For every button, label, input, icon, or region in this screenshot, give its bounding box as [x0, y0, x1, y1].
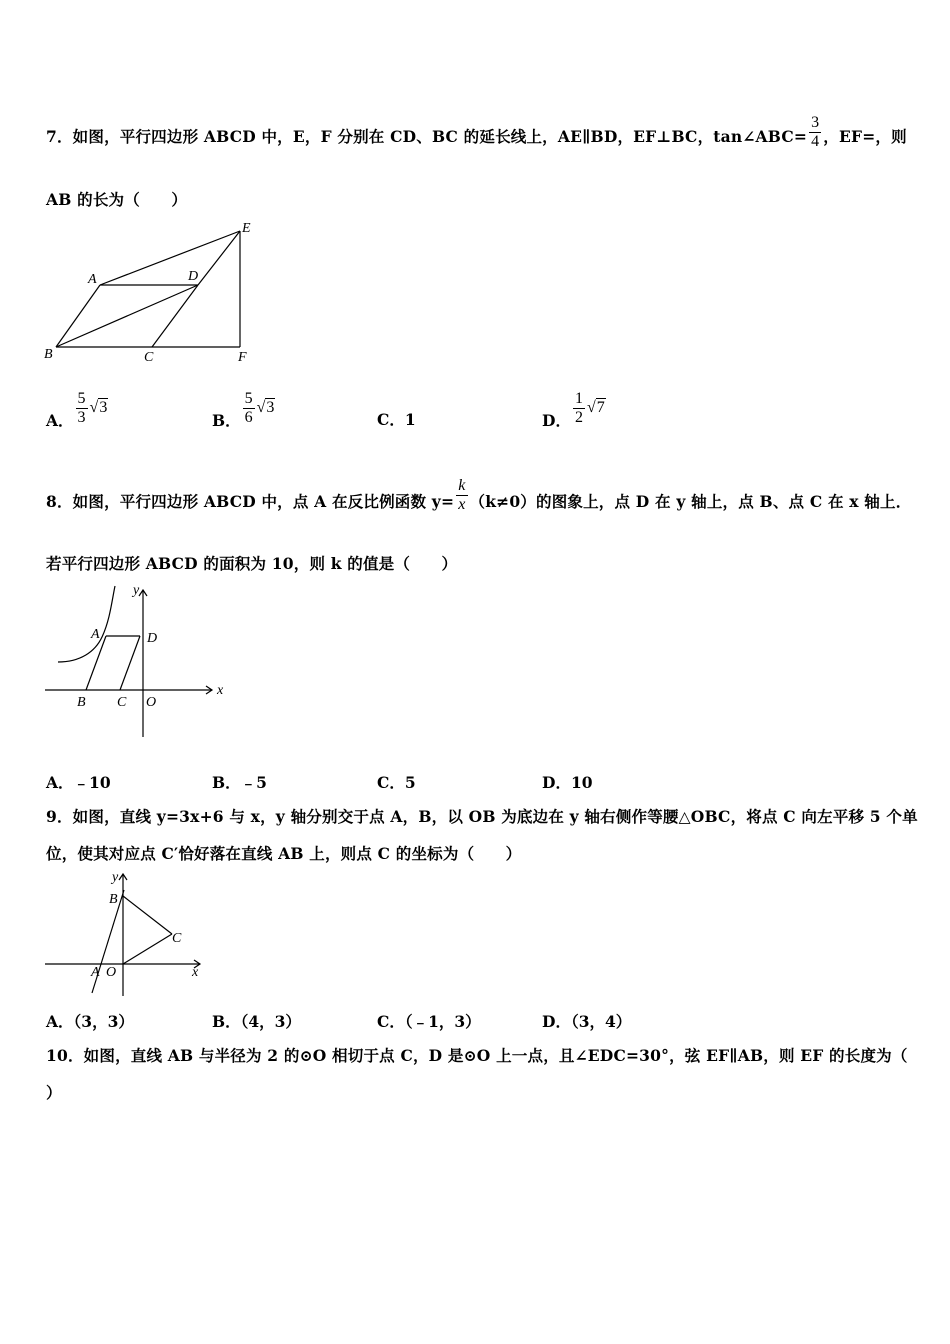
q9-label-c: C	[172, 931, 182, 946]
q7-stem-text: 7．如图，平行四边形 ABCD 中，E，F 分别在 CD、BC 的延长线上，AE∥BD，EF⊥BC，tan∠ABC=	[46, 127, 808, 147]
q8-label-b: B	[77, 695, 86, 710]
q9-label-a: A	[91, 965, 100, 980]
q7-tan-fraction	[809, 114, 821, 150]
q9-label-b: B	[109, 892, 118, 907]
q8-option-d-letter: D．	[542, 773, 571, 792]
q8-option-b[interactable]	[212, 771, 267, 793]
q7-option-d-num: 1	[574, 390, 583, 407]
q7-label-f: F	[238, 350, 247, 365]
q9-option-a[interactable]	[46, 1010, 134, 1032]
q8-option-b-value: ﹣5	[240, 773, 267, 792]
q8-option-c[interactable]	[377, 771, 416, 793]
q8-option-a[interactable]	[46, 771, 111, 793]
q8-label-o: O	[146, 695, 157, 710]
q7-option-b-den: 6	[244, 408, 253, 426]
q7-label-b: B	[44, 347, 53, 362]
q8-function-fraction	[456, 477, 467, 513]
q10-stem-line2: ）	[46, 1083, 62, 1102]
q7-tan-numerator: 3	[811, 114, 820, 131]
q7-option-d-den: 2	[574, 408, 583, 426]
q9-option-a-letter: A．	[46, 1012, 74, 1031]
q7-option-a-den: 3	[77, 408, 86, 426]
q9-option-c-letter: C．	[377, 1012, 405, 1031]
q9-stem-line2: 位，使其对应点 C′恰好落在直线 AB 上，则点 C 的坐标为（ ）	[46, 844, 522, 863]
q7-option-b-radicand: 3	[266, 399, 275, 417]
q8-label-x: x	[217, 683, 224, 698]
q7-option-c[interactable]	[377, 408, 416, 430]
q9-label-o: O	[106, 965, 117, 980]
q8-label-y: y	[133, 583, 140, 598]
q7-option-b-num: 5	[244, 390, 253, 407]
q7-option-c-letter: C．	[377, 410, 405, 429]
q10-stem-line1: 10．如图，直线 AB 与半径为 2 的⊙O 相切于点 C，D 是⊙O 上一点，且∠EDC=30°，弦 EF∥AB，则 EF 的长度为（	[46, 1046, 908, 1065]
q9-label-y: y	[112, 870, 119, 885]
q7-option-a-num: 5	[77, 390, 86, 407]
q8-option-d-value: 10	[570, 773, 593, 792]
q7-tan-denominator: 4	[811, 132, 820, 150]
q7-label-e: E	[242, 221, 251, 236]
q9-option-c-value: （﹣1，3）	[404, 1012, 481, 1031]
q7-option-d-sqrt: √7	[586, 399, 605, 417]
q7-stem-line2: AB 的长为（ ）	[46, 190, 188, 209]
q7-label-c: C	[144, 350, 154, 365]
q8-option-b-letter: B．	[212, 773, 241, 792]
q7-option-b-letter: B．	[212, 411, 241, 431]
q8-label-c: C	[117, 695, 127, 710]
q9-option-b-letter: B．	[212, 1012, 241, 1031]
q9-option-d-letter: D．	[542, 1012, 571, 1031]
q8-function-denominator: x	[458, 495, 466, 513]
q8-option-d[interactable]	[542, 771, 593, 793]
q8-option-c-value: 5	[404, 773, 416, 792]
q9-stem-line1: 9．如图，直线 y=3x+6 与 x，y 轴分别交于点 A，B，以 OB 为底边在 y 轴右侧作等腰△OBC，将点 C 向左平移 5 个单	[46, 807, 918, 826]
q7-option-a-fraction	[76, 390, 88, 426]
q9-option-a-value: （3，3）	[73, 1012, 134, 1031]
q9-figure	[40, 868, 210, 1000]
q8-option-a-value: ﹣10	[73, 773, 111, 792]
q7-option-a-radicand: 3	[99, 399, 108, 417]
q8-label-a: A	[91, 627, 100, 642]
q8-option-c-letter: C．	[377, 773, 405, 792]
q8-stem-line1	[46, 477, 912, 521]
q7-option-c-value: 1	[404, 410, 416, 429]
q8-function-numerator: k	[458, 477, 466, 494]
q7-figure	[40, 215, 260, 370]
q8-figure	[40, 582, 240, 742]
q7-option-a[interactable]	[46, 390, 108, 431]
q7-option-b-sqrt: √3	[256, 399, 275, 417]
q7-option-d-fraction	[573, 390, 585, 426]
q9-option-b-value: （4，3）	[240, 1012, 301, 1031]
q7-option-d-radicand: 7	[596, 399, 605, 417]
q7-option-d[interactable]	[542, 390, 606, 431]
q7-label-d: D	[188, 269, 199, 284]
q7-option-d-letter: D．	[542, 411, 571, 431]
q9-option-b[interactable]	[212, 1010, 301, 1032]
q9-label-x: x	[192, 965, 199, 980]
q8-stem-tail: （k≠0）的图象上，点 D 在 y 轴上，点 B、点 C 在 x 轴上．	[469, 492, 912, 512]
q9-option-d-value: （3，4）	[570, 1012, 632, 1031]
q7-option-b[interactable]	[212, 390, 275, 431]
q8-label-d: D	[147, 631, 158, 646]
q9-option-d[interactable]	[542, 1010, 631, 1032]
q7-stem-tail: ，EF=，则	[823, 127, 907, 147]
q7-option-a-letter: A．	[46, 411, 74, 431]
q9-option-c[interactable]	[377, 1010, 481, 1032]
q7-option-b-fraction	[243, 390, 255, 426]
q8-option-a-letter: A．	[46, 773, 74, 792]
q8-stem-text: 8．如图，平行四边形 ABCD 中，点 A 在反比例函数 y=	[46, 492, 455, 512]
q7-stem-line1	[46, 114, 907, 156]
q7-option-a-sqrt: √3	[89, 399, 108, 417]
q8-stem-line2: 若平行四边形 ABCD 的面积为 10，则 k 的值是（ ）	[46, 554, 458, 573]
q7-label-a: A	[88, 272, 97, 287]
